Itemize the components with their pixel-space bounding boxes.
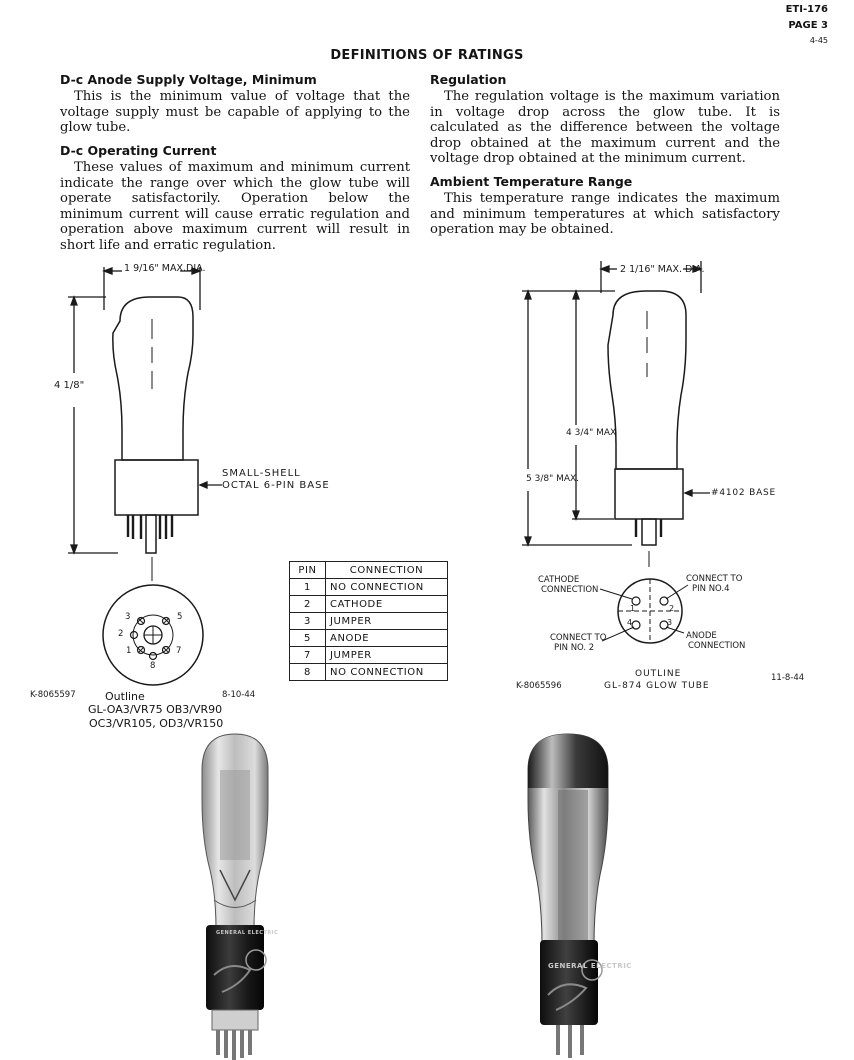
table-row xyxy=(290,630,448,647)
base-label-line-1: SMALL-SHELL xyxy=(222,468,301,479)
right-tube-photo xyxy=(500,730,640,1060)
pin-number-label: 2 xyxy=(669,604,675,613)
tube-caption: GL-874 GLOW TUBE xyxy=(604,681,710,691)
outline-caption: Outline xyxy=(105,690,145,703)
tube-bulb xyxy=(113,297,193,460)
table-header-row xyxy=(290,562,448,579)
drawing-number: K-8065597 xyxy=(30,690,76,700)
pin-cell: 7 xyxy=(290,647,326,664)
section-body: This is the minimum value of voltage that the voltage supply must be capable of applying to the glow tube. xyxy=(60,89,410,135)
left-photo-brand: GENERAL ELECTRIC xyxy=(216,930,279,936)
pin-number-label: 3 xyxy=(667,618,673,627)
table-row xyxy=(290,596,448,613)
connect-pin4-label-1: CONNECT TO xyxy=(686,574,743,584)
drawing-date: 8-10-44 xyxy=(222,690,256,700)
pin-cell: 1 xyxy=(290,579,326,596)
base-type-label: #4102 BASE xyxy=(711,488,777,498)
pin-cell: 5 xyxy=(290,630,326,647)
table-row xyxy=(290,647,448,664)
connection-cell: NO CONNECTION xyxy=(326,664,448,681)
pin-number-label: 7 xyxy=(176,646,182,656)
column-header-connection: CONNECTION xyxy=(326,562,448,579)
pin-number-label: 1 xyxy=(630,604,636,613)
pin-number-label: 2 xyxy=(118,629,124,639)
drawing-number: K-8065596 xyxy=(516,681,562,691)
section-heading: Regulation xyxy=(430,72,507,87)
tube-pins xyxy=(128,515,172,539)
pin-cell: 3 xyxy=(290,613,326,630)
pin-cell: 2 xyxy=(290,596,326,613)
tube-key xyxy=(642,519,656,545)
section-heading: D-c Operating Current xyxy=(60,143,217,158)
pin-number-label: 1 xyxy=(126,646,132,656)
section-regulation xyxy=(430,72,780,167)
page-title: DEFINITIONS OF RATINGS xyxy=(330,48,524,63)
anode-connection-label-2: CONNECTION xyxy=(688,641,746,651)
table-row xyxy=(290,613,448,630)
section-body: The regulation voltage is the maximum variation in voltage drop across the glow tube. It is calculated as the difference between the voltage drop obtained at the maximum current and the voltage drop obtained at the minimum current. xyxy=(430,89,780,166)
table-row xyxy=(290,579,448,596)
section-operating-current xyxy=(60,143,410,253)
height-label: 4 1/8" xyxy=(54,380,85,391)
connection-cell: ANODE xyxy=(326,630,448,647)
connection-cell: JUMPER xyxy=(326,647,448,664)
pin-cell: 8 xyxy=(290,664,326,681)
outline-caption: OUTLINE xyxy=(635,669,682,679)
tube-models-line-1: GL-OA3/VR75 OB3/VR90 xyxy=(88,703,223,716)
bulb-height-label: 4 3/4" MAX xyxy=(566,428,617,438)
tube-pins xyxy=(636,519,661,537)
cathode-connection-label-1: CATHODE xyxy=(538,575,580,585)
document-date: 4-45 xyxy=(809,36,828,45)
section-anode-voltage xyxy=(60,72,410,136)
pin-number-label: 8 xyxy=(150,661,156,671)
tube-base xyxy=(115,460,198,515)
column-header-pin: PIN xyxy=(290,562,326,579)
pin-connection-table xyxy=(289,561,448,681)
page-number: PAGE 3 xyxy=(788,20,828,31)
connect-pin4-label-2: PIN NO.4 xyxy=(692,584,730,594)
anode-connection-label-1: ANODE xyxy=(686,631,717,641)
document-id: ETI-176 xyxy=(785,4,828,15)
cathode-connection-label-2: CONNECTION xyxy=(541,585,599,595)
connect-pin2-label-1: CONNECT TO xyxy=(550,633,607,643)
left-tube-photo xyxy=(170,730,300,1060)
section-heading: D-c Anode Supply Voltage, Minimum xyxy=(60,72,317,87)
pin-number-label: 4 xyxy=(627,618,633,627)
section-heading: Ambient Temperature Range xyxy=(430,174,633,189)
tube-base xyxy=(615,469,683,519)
connection-cell: JUMPER xyxy=(326,613,448,630)
connect-pin2-label-2: PIN NO. 2 xyxy=(554,643,595,653)
section-ambient-temperature xyxy=(430,174,780,238)
tube-models-line-2: OC3/VR105, OD3/VR150 xyxy=(89,717,224,730)
diameter-label: 2 1/16" MAX. DIA. xyxy=(620,264,705,275)
pin-number-label: 5 xyxy=(177,612,183,622)
total-height-label: 5 3/8" MAX. xyxy=(526,474,580,484)
section-body: This temperature range indicates the maximum and minimum temperatures at which satisfactory operation may be obtained. xyxy=(430,191,780,237)
diameter-label: 1 9/16" MAX.DIA. xyxy=(124,263,206,274)
connection-cell: CATHODE xyxy=(326,596,448,613)
base-label-line-2: OCTAL 6-PIN BASE xyxy=(222,480,330,491)
connection-cell: NO CONNECTION xyxy=(326,579,448,596)
drawing-date: 11-8-44 xyxy=(771,673,805,683)
tube-key xyxy=(146,515,156,553)
pin-number-label: 3 xyxy=(125,612,131,622)
right-photo-brand: GENERAL ELECTRIC xyxy=(548,962,632,970)
section-body: These values of maximum and minimum current indicate the range over which the glow tube will operate satisfactorily. Operation below the minimum current will cause erratic regulation and operation above maximum current will result in short life and erratic regulation. xyxy=(60,160,410,253)
table-row xyxy=(290,664,448,681)
